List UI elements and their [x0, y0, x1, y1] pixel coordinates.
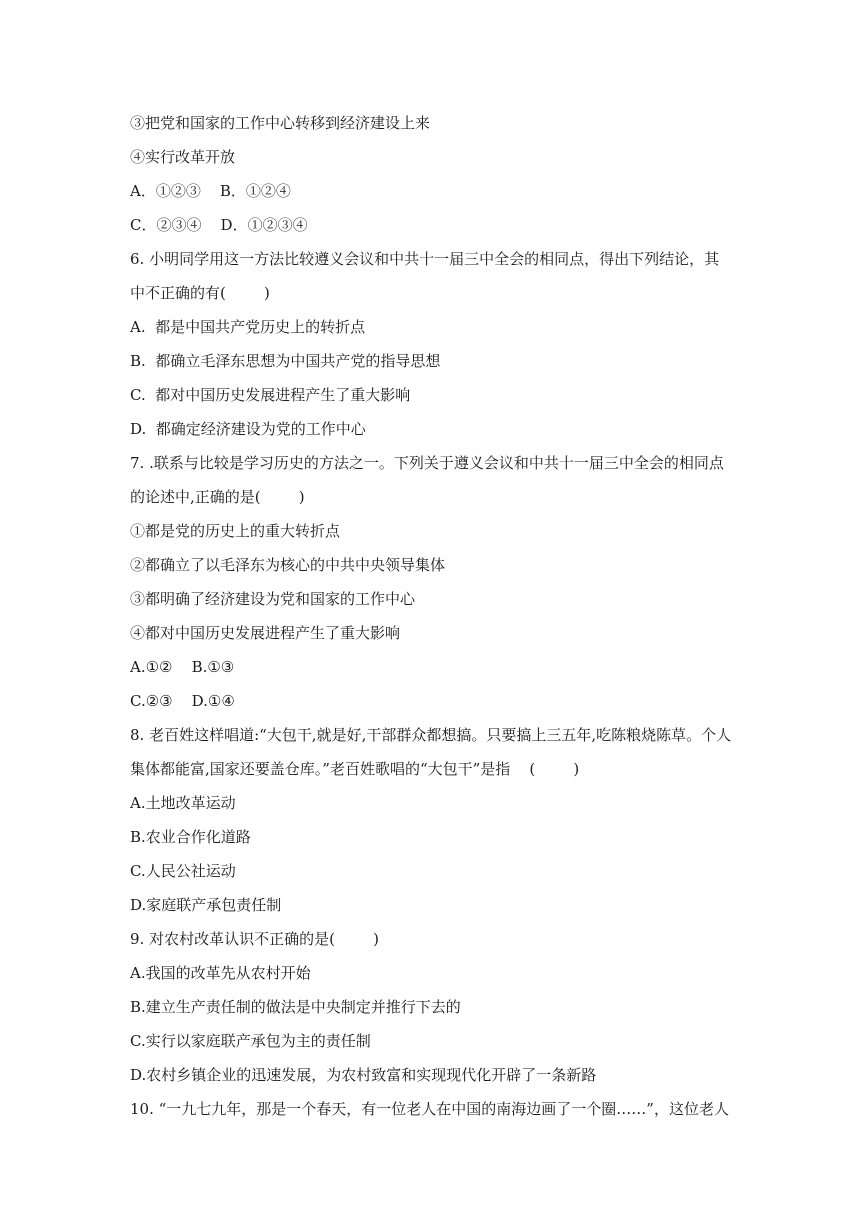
- answer-options-line: C.②③ D.①④: [130, 692, 235, 710]
- text-line: ④实行改革开放: [130, 148, 236, 166]
- question-6-text: 6. 小明同学用这一方法比较遵义会议和中共十一届三中全会的相同点，得出下列结论，其: [130, 250, 720, 268]
- option-c: C.实行以家庭联产承包为主的责任制: [130, 1032, 371, 1050]
- question-7-text: 的论述中,正确的是( ): [130, 488, 305, 506]
- option-b: B.农业合作化道路: [130, 828, 251, 846]
- question-8-text: 8. 老百姓这样唱道:“大包干,就是好,干部群众都想搞。只要搞上三五年,吃陈粮烧陈草。个人: [130, 726, 732, 744]
- statement-1: ①都是党的历史上的重大转折点: [130, 522, 341, 540]
- question-6-text: 中不正确的有( ): [130, 284, 270, 302]
- answer-options-line: C．②③④ D．①②③④: [130, 216, 308, 234]
- text-line: ③把党和国家的工作中心转移到经济建设上来: [130, 114, 431, 132]
- option-c: C. 都对中国历史发展进程产生了重大影响: [130, 386, 411, 404]
- option-b: B.建立生产责任制的做法是中央制定并推行下去的: [130, 998, 461, 1016]
- option-d: D.农村乡镇企业的迅速发展，为农村致富和实现现代化开辟了一条新路: [130, 1066, 597, 1084]
- question-8-text: 集体都能富,国家还要盖仓库。”老百姓歌唱的“大包干”是指 ( ): [130, 760, 580, 778]
- option-a: A.我国的改革先从农村开始: [130, 964, 311, 982]
- question-7-text: 7. .联系与比较是学习历史的方法之一。下列关于遵义会议和中共十一届三中全会的相同点: [130, 454, 724, 472]
- option-c: C.人民公社运动: [130, 862, 236, 880]
- answer-options-line: A.①② B.①③: [130, 658, 235, 676]
- question-9-text: 9. 对农村改革认识不正确的是( ): [130, 930, 379, 948]
- statement-3: ③都明确了经济建设为党和国家的工作中心: [130, 590, 416, 608]
- option-d: D. 都确定经济建设为党的工作中心: [130, 420, 366, 438]
- option-a: A.土地改革运动: [130, 794, 236, 812]
- option-b: B. 都确立毛泽东思想为中国共产党的指导思想: [130, 352, 441, 370]
- question-10-text: 10. “一九七九年，那是一个春天，有一位老人在中国的南海边画了一个圈……”，这位老人: [130, 1100, 729, 1118]
- option-a: A. 都是中国共产党历史上的转折点: [130, 318, 366, 336]
- option-d: D.家庭联产承包责任制: [130, 896, 282, 914]
- statement-4: ④都对中国历史发展进程产生了重大影响: [130, 624, 401, 642]
- statement-2: ②都确立了以毛泽东为核心的中共中央领导集体: [130, 556, 446, 574]
- document-page: [130, 106, 740, 1126]
- answer-options-line: A．①②③ B．①②④: [130, 182, 291, 200]
